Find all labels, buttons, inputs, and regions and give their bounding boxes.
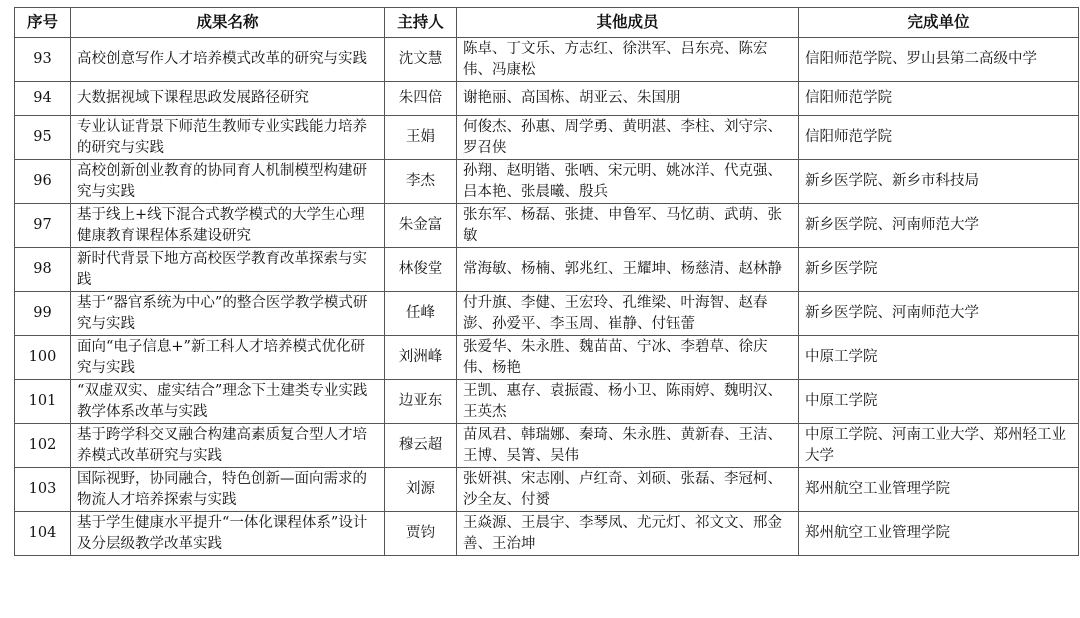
row-title: 新时代背景下地方高校医学教育改革探索与实践: [71, 248, 385, 292]
row-unit: 中原工学院、河南工业大学、郑州轻工业大学: [799, 424, 1079, 468]
table-row: [15, 82, 1079, 116]
row-index: 94: [15, 82, 71, 116]
row-title: “双虚双实、虚实结合”理念下土建类专业实践教学体系改革与实践: [71, 380, 385, 424]
row-index: 95: [15, 116, 71, 160]
row-title: 大数据视域下课程思政发展路径研究: [71, 82, 385, 116]
row-host: 朱金富: [385, 204, 457, 248]
row-members: 常海敏、杨楠、郭兆红、王耀坤、杨慈清、赵林静: [457, 248, 799, 292]
row-members: 张东军、杨磊、张捷、申鲁军、马忆萌、武萌、张敏: [457, 204, 799, 248]
table-row: [15, 116, 1079, 160]
row-unit: 新乡医学院、新乡市科技局: [799, 160, 1079, 204]
row-unit: 新乡医学院、河南师范大学: [799, 292, 1079, 336]
table-row: [15, 512, 1079, 556]
row-title: 高校创新创业教育的协同育人机制模型构建研究与实践: [71, 160, 385, 204]
row-unit: 中原工学院: [799, 336, 1079, 380]
row-host: 刘源: [385, 468, 457, 512]
achievement-table: [14, 7, 1079, 556]
table-row: [15, 468, 1079, 512]
row-members: 苗凤君、韩瑞娜、秦琦、朱永胜、黄新春、王洁、王博、吴箐、吴伟: [457, 424, 799, 468]
row-host: 边亚东: [385, 380, 457, 424]
table-row: [15, 424, 1079, 468]
row-host: 任峰: [385, 292, 457, 336]
row-title: 面向“电子信息+”新工科人才培养模式优化研究与实践: [71, 336, 385, 380]
row-unit: 中原工学院: [799, 380, 1079, 424]
row-members: 陈卓、丁文乐、方志红、徐洪军、吕东亮、陈宏伟、冯康松: [457, 38, 799, 82]
row-unit: 新乡医学院、河南师范大学: [799, 204, 1079, 248]
header-host: 主持人: [385, 8, 457, 38]
row-members: 王焱源、王晨宇、李琴凤、尤元灯、祁文文、邢金善、王治坤: [457, 512, 799, 556]
row-index: 101: [15, 380, 71, 424]
row-members: 王凯、惠存、袁振霞、杨小卫、陈雨婷、魏明汉、王英杰: [457, 380, 799, 424]
row-index: 100: [15, 336, 71, 380]
row-title: 基于“器官系统为中心”的整合医学教学模式研究与实践: [71, 292, 385, 336]
row-title: 专业认证背景下师范生教师专业实践能力培养的研究与实践: [71, 116, 385, 160]
header-index: 序号: [15, 8, 71, 38]
row-index: 99: [15, 292, 71, 336]
row-host: 贾钧: [385, 512, 457, 556]
table-header-row: [15, 8, 1079, 38]
row-unit: 郑州航空工业管理学院: [799, 512, 1079, 556]
table-row: [15, 248, 1079, 292]
row-host: 朱四倍: [385, 82, 457, 116]
row-members: 何俊杰、孙惠、周学勇、黄明湛、李柱、刘守宗、罗召侠: [457, 116, 799, 160]
row-host: 沈文慧: [385, 38, 457, 82]
row-index: 97: [15, 204, 71, 248]
row-host: 刘洲峰: [385, 336, 457, 380]
row-host: 林俊堂: [385, 248, 457, 292]
row-unit: 新乡医学院: [799, 248, 1079, 292]
table-row: [15, 380, 1079, 424]
row-unit: 信阳师范学院、罗山县第二高级中学: [799, 38, 1079, 82]
row-index: 93: [15, 38, 71, 82]
row-members: 孙翔、赵明锴、张哂、宋元明、姚冰洋、代克强、吕本艳、张晨曦、殷兵: [457, 160, 799, 204]
row-host: 穆云超: [385, 424, 457, 468]
row-members: 张妍祺、宋志刚、卢红奇、刘硕、张磊、李冠柯、沙全友、付赟: [457, 468, 799, 512]
header-unit: 完成单位: [799, 8, 1079, 38]
table-row: [15, 204, 1079, 248]
row-index: 104: [15, 512, 71, 556]
row-index: 98: [15, 248, 71, 292]
table-row: [15, 160, 1079, 204]
row-members: 谢艳丽、高国栋、胡亚云、朱国朋: [457, 82, 799, 116]
row-index: 103: [15, 468, 71, 512]
row-title: 基于跨学科交叉融合构建高素质复合型人才培养模式改革研究与实践: [71, 424, 385, 468]
row-host: 李杰: [385, 160, 457, 204]
row-title: 基于线上+线下混合式教学模式的大学生心理健康教育课程体系建设研究: [71, 204, 385, 248]
row-unit: 郑州航空工业管理学院: [799, 468, 1079, 512]
row-index: 96: [15, 160, 71, 204]
table-row: [15, 292, 1079, 336]
row-members: 付升旗、李健、王宏玲、孔维梁、叶海智、赵春澎、孙爱平、李玉周、崔静、付钰蕾: [457, 292, 799, 336]
row-title: 高校创意写作人才培养模式改革的研究与实践: [71, 38, 385, 82]
table-row: [15, 38, 1079, 82]
row-title: 国际视野，协同融合，特色创新—面向需求的物流人才培养探索与实践: [71, 468, 385, 512]
row-title: 基于学生健康水平提升“一体化课程体系”设计及分层级教学改革实践: [71, 512, 385, 556]
row-unit: 信阳师范学院: [799, 116, 1079, 160]
row-unit: 信阳师范学院: [799, 82, 1079, 116]
row-host: 王娟: [385, 116, 457, 160]
table-row: [15, 336, 1079, 380]
row-index: 102: [15, 424, 71, 468]
header-title: 成果名称: [71, 8, 385, 38]
header-members: 其他成员: [457, 8, 799, 38]
row-members: 张爱华、朱永胜、魏苗苗、宁冰、李碧草、徐庆伟、杨艳: [457, 336, 799, 380]
